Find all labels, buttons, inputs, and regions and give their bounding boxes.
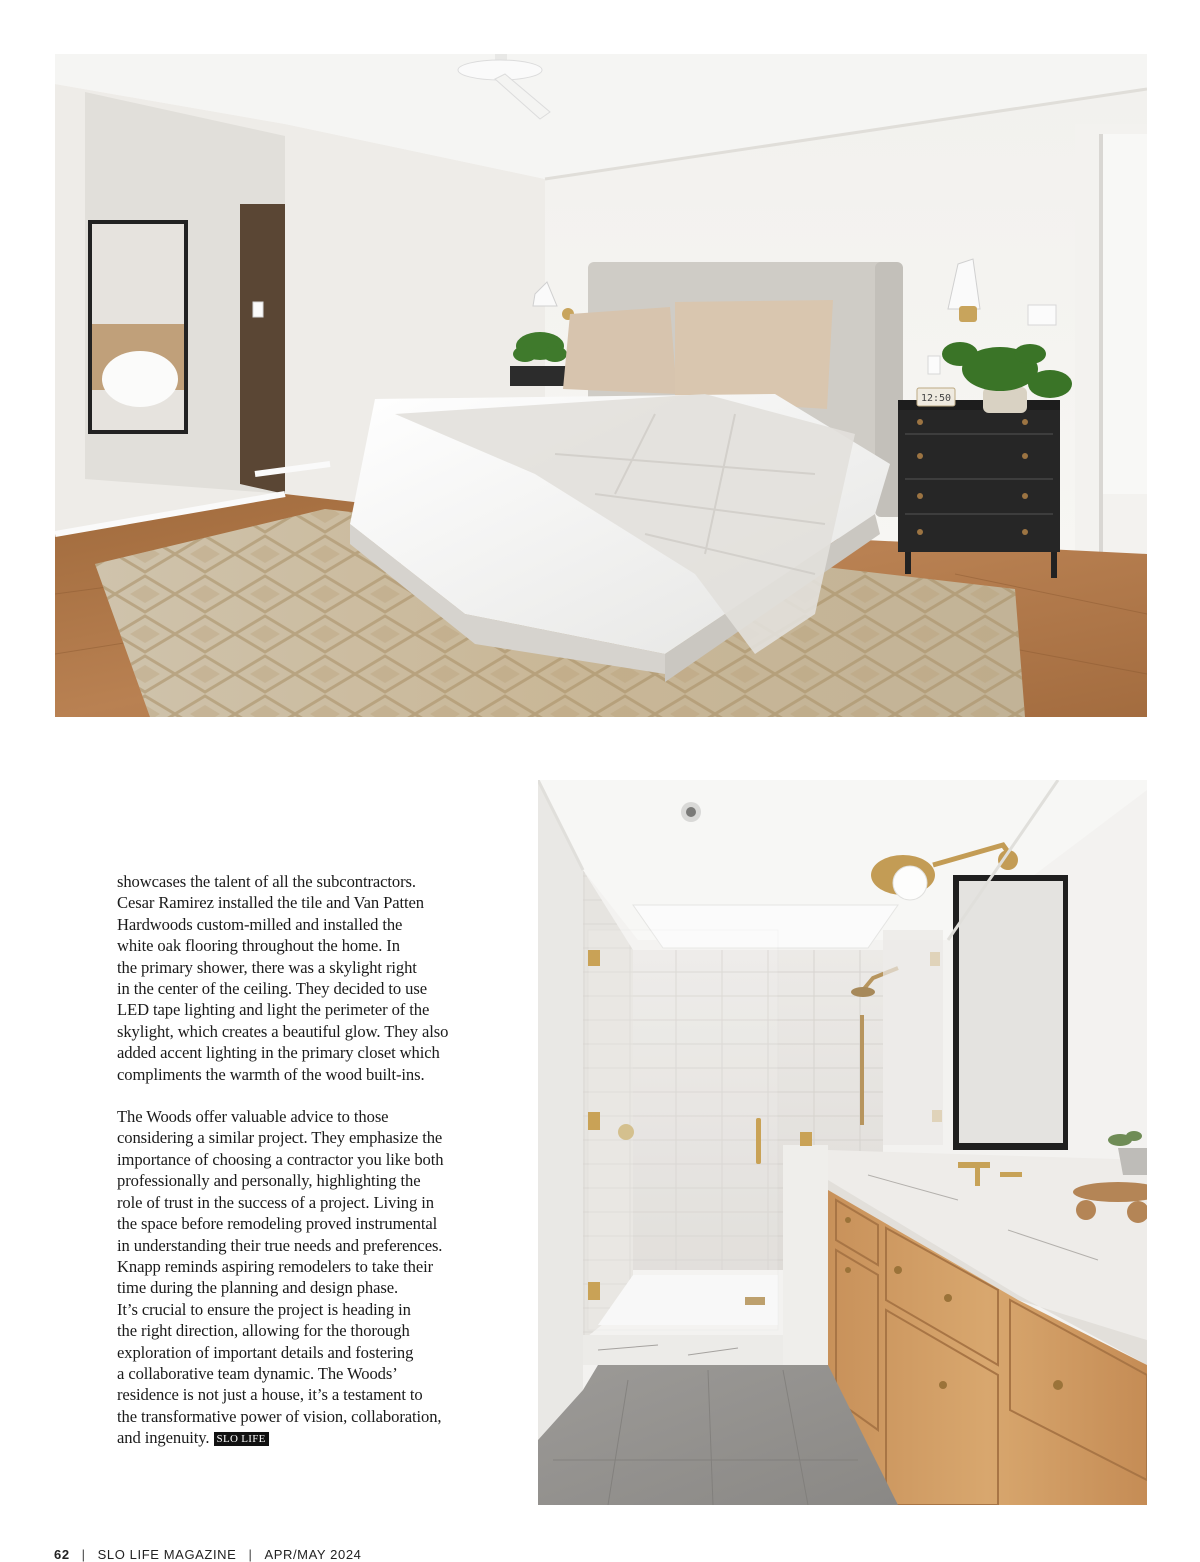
clock-readout: 12:50: [920, 393, 952, 404]
text-line: LED tape lighting and light the perimeter of the: [117, 1000, 430, 1020]
text-line: white oak flooring throughout the home. In: [117, 936, 400, 956]
text-line: considering a similar project. They emphasize the: [117, 1128, 443, 1148]
end-mark-badge: SLO LIFE: [214, 1432, 269, 1446]
text-line: the right direction, allowing for the thorough: [117, 1321, 410, 1341]
text-line: time during the planning and design phase.: [117, 1278, 399, 1298]
page-number: 62: [54, 1547, 70, 1562]
text-line: Cesar Ramirez installed the tile and Van Patten: [117, 893, 424, 913]
text-line: role of trust in the success of a project. Living in: [117, 1192, 434, 1212]
text-line: the space before remodeling proved instrumental: [117, 1214, 438, 1234]
text-line: and ingenuity.: [117, 1428, 210, 1448]
text-line: added accent lighting in the primary closet which: [117, 1043, 440, 1063]
text-line: showcases the talent of all the subcontractors.: [117, 872, 416, 891]
publication-name: SLO LIFE MAGAZINE: [97, 1547, 237, 1562]
text-line: a collaborative team dynamic. The Woods’: [117, 1363, 398, 1383]
text-line: The Woods offer valuable advice to those: [117, 1107, 389, 1127]
bathroom-photo: [538, 780, 1147, 1505]
text-line: in the center of the ceiling. They decided to use: [117, 979, 427, 999]
text-line: residence is not just a house, it’s a testament to: [117, 1385, 423, 1405]
text-line: professionally and personally, highlighting the: [117, 1171, 421, 1191]
text-line: exploration of important details and fostering: [117, 1342, 414, 1362]
paragraph-1: [117, 871, 487, 1085]
text-line: the transformative power of vision, collaboration,: [117, 1406, 442, 1426]
text-line-last: [117, 1427, 487, 1448]
article-body: [117, 871, 487, 1449]
text-line: in understanding their true needs and preferences.: [117, 1235, 443, 1255]
footer-separator: |: [248, 1547, 253, 1562]
text-line: Knapp reminds aspiring remodelers to take their: [117, 1256, 434, 1276]
footer-separator: |: [81, 1547, 86, 1562]
page-footer: [54, 1547, 361, 1562]
text-line: Hardwoods custom-milled and installed the: [117, 914, 403, 934]
text-line: It’s crucial to ensure the project is heading in: [117, 1299, 411, 1319]
paragraph-2: [117, 1106, 487, 1449]
issue-date: APR/MAY 2024: [264, 1547, 362, 1562]
text-line: compliments the warmth of the wood built-ins.: [117, 1064, 425, 1084]
bedroom-photo: [55, 54, 1147, 717]
text-line: importance of choosing a contractor you like both: [117, 1149, 444, 1169]
text-line: skylight, which creates a beautiful glow. They also: [117, 1021, 449, 1041]
text-line: the primary shower, there was a skylight right: [117, 957, 417, 977]
